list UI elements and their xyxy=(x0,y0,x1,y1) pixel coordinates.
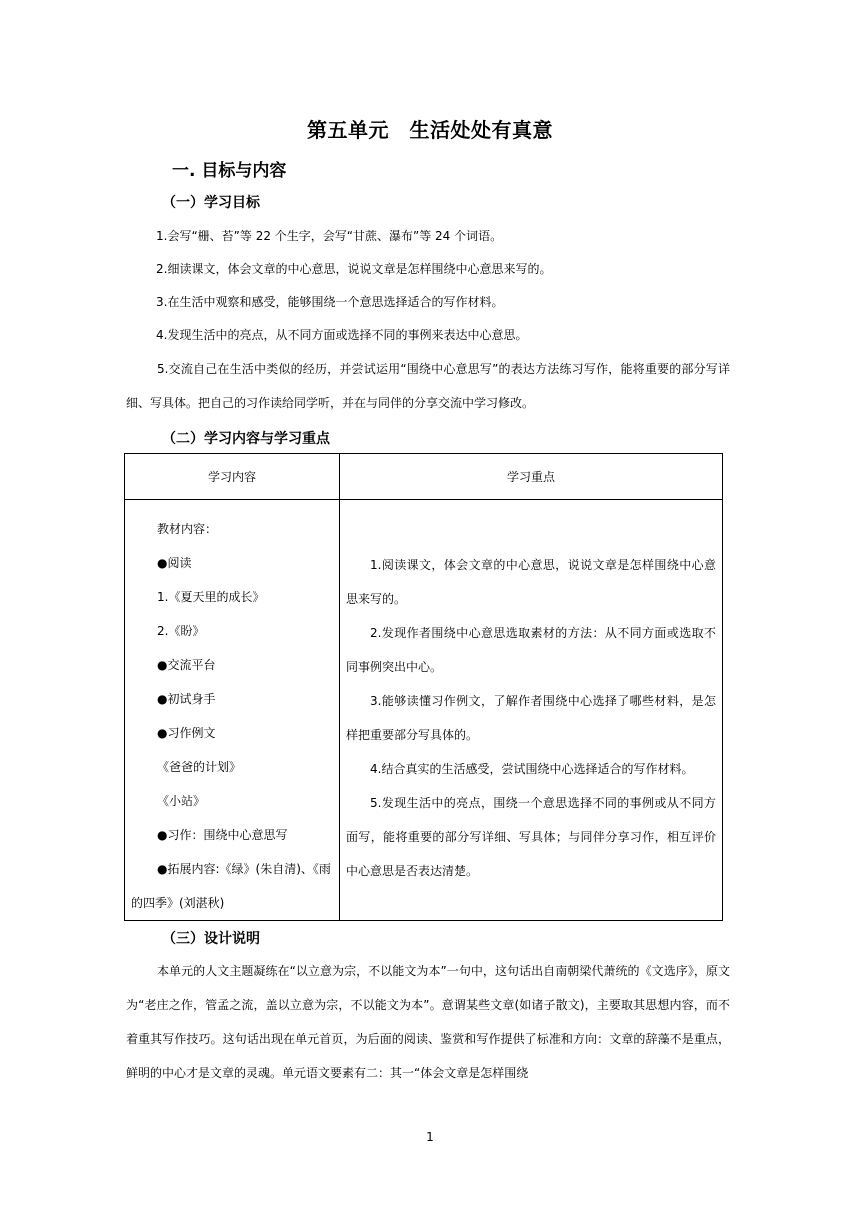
list-item: 《小站》 xyxy=(157,794,206,808)
list-item: ●拓展内容:《绿》(朱自清)、《雨的四季》(刘湛秋) xyxy=(131,862,331,910)
section-heading-goals-content: 一. 目标与内容 xyxy=(172,161,287,181)
list-item: 1.《夏天里的成长》 xyxy=(157,590,265,604)
list-item: ●习作：围绕中心意思写 xyxy=(157,828,288,842)
goal-item: 5.交流自己在生活中类似的经历，并尝试运用“围绕中心意思写”的表达方法练习写作，能将重要的部分写详细、写具体。把自己的习作读给同学听，并在与同伴的分享交流中学习修改。 xyxy=(126,362,730,410)
goal-item: 3.在生活中观察和感受，能够围绕一个意思选择适合的写作材料。 xyxy=(156,295,504,309)
design-notes-paragraph: 本单元的人文主题凝练在“以立意为宗，不以能文为本”一句中，这句话出自南朝梁代萧统的《文选序》，原文为“老庄之作，管孟之流，盖以立意为宗，不以能文为本”。意谓某些文章(如诸子散文)，主要取其思想内容，而不着重其写作技巧。这句话出现在单元首页，为后面的阅读、鉴赏和写作提供了标准和方向：文章的辞藻不是重点，鲜明的中心才是文章的灵魂。单元语文要素有二：其一“体会文章是怎样围绕 xyxy=(126,964,730,1080)
subheading-design-notes: （三）设计说明 xyxy=(162,931,260,947)
subheading-content-focus: （二）学习内容与学习重点 xyxy=(162,431,330,447)
goal-item: 4.发现生活中的亮点，从不同方面或选择不同的事例来表达中心意思。 xyxy=(156,328,528,342)
learning-focus-cell xyxy=(340,500,723,921)
list-item: ●交流平台 xyxy=(157,658,216,672)
focus-item: 1.阅读课文，体会文章的中心意思，说说文章是怎样围绕中心意思来写的。 xyxy=(346,558,716,606)
table-header-content: 学习内容 xyxy=(125,454,340,500)
list-item: 教材内容： xyxy=(157,522,218,536)
page-number: 1 xyxy=(426,1130,434,1144)
content-focus-table xyxy=(124,453,723,921)
focus-item: 4.结合真实的生活感受，尝试围绕中心选择适合的写作材料。 xyxy=(370,762,694,776)
table-header-focus: 学习重点 xyxy=(340,454,723,500)
list-item: ●习作例文 xyxy=(157,726,216,740)
learning-content-cell xyxy=(125,500,340,921)
subheading-learning-goals: （一）学习目标 xyxy=(162,195,260,211)
goal-item: 1.会写“栅、苔”等 22 个生字，会写“甘蔗、瀑布”等 24 个词语。 xyxy=(156,229,503,243)
list-item: 《爸爸的计划》 xyxy=(157,760,242,774)
focus-item: 2.发现作者围绕中心意思选取素材的方法：从不同方面或选取不同事例突出中心。 xyxy=(346,626,716,674)
focus-item: 5.发现生活中的亮点，围绕一个意思选择不同的事例或从不同方面写，能将重要的部分写详细、写具体；与同伴分享习作，相互评价中心意思是否表达清楚。 xyxy=(346,796,716,878)
list-item: ●阅读 xyxy=(157,556,192,570)
list-item: 2.《盼》 xyxy=(157,624,205,638)
list-item: ●初试身手 xyxy=(157,692,216,706)
goal-item: 2.细读课文，体会文章的中心意思，说说文章是怎样围绕中心意思来写的。 xyxy=(156,262,552,276)
page-title: 第五单元 生活处处有真意 xyxy=(307,118,553,142)
focus-item: 3.能够读懂习作例文，了解作者围绕中心选择了哪些材料，是怎样把重要部分写具体的。 xyxy=(346,694,716,742)
